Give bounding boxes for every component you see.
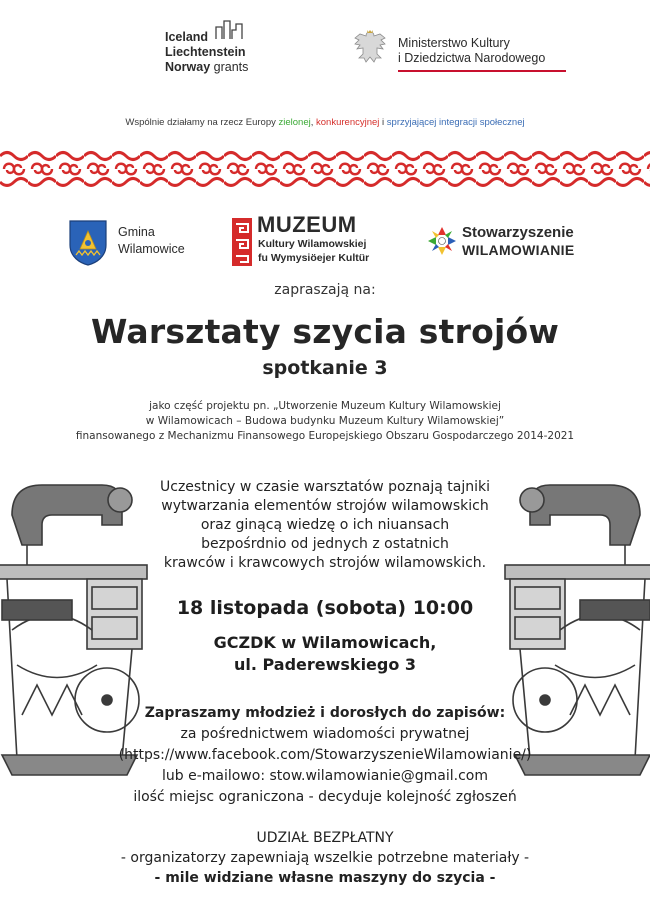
- association-name-2: WILAMOWIANIE: [462, 242, 575, 258]
- place-line-2: ul. Paderewskiego 3: [233, 655, 417, 674]
- gmina-crest-icon: [68, 219, 108, 267]
- association-flower-icon: [426, 225, 458, 257]
- free-line-3: - mile widziane własne maszyny do szycia -: [154, 870, 496, 886]
- project-info: [0, 399, 650, 444]
- ministry-line-2: i Dziedzictwa Narodowego: [398, 51, 546, 65]
- museum-pattern-icon: [232, 218, 252, 266]
- project-line-1: jako część projektu pn. „Utworzenie Muzeum Kultury Wilamowskiej: [149, 400, 501, 412]
- enroll-heading: Zapraszamy młodzież i dorosłych do zapisów:: [144, 705, 506, 721]
- slogan: Wspólnie działamy na rzecz Europy zielonej, konkurencyjnej i sprzyjającej integracji społecznej: [125, 117, 525, 128]
- gmina-line-1: Gmina: [118, 225, 155, 239]
- polish-eagle-icon: [352, 28, 388, 70]
- event-date: 18 listopada (sobota) 10:00: [176, 597, 474, 619]
- project-line-2: w Wilamowicach – Budowa budynku Muzeum Kultury Wilamowskiej”: [145, 415, 505, 427]
- gmina-name: [118, 224, 185, 258]
- grants-logo-icon: [215, 18, 245, 40]
- invite-text: zapraszają na:: [274, 282, 376, 298]
- description-line-4: bezpośrdnio od jednych z ostatnich: [201, 536, 449, 552]
- grants-line-1: Iceland: [165, 30, 209, 44]
- place-line-1: GCZDK w Wilamowicach,: [213, 633, 437, 652]
- association-name-1: Stowarzyszenie: [462, 224, 574, 241]
- project-line-3: finansowanego z Mechanizmu Finansowego Europejskiego Obszaru Gospodarczego 2014-2021: [75, 430, 575, 442]
- page-subtitle: spotkanie 3: [262, 357, 388, 379]
- description-line-2: wytwarzania elementów strojów wilamowskich: [161, 498, 489, 514]
- enroll-line-1: za pośrednictwem wiadomości prywatnej: [180, 726, 470, 742]
- grants-line-2: Liechtenstein: [165, 45, 246, 59]
- museum-title: MUZEUM: [257, 212, 357, 237]
- museum-subtitle-2: fu Wymysiöejer Kultür: [258, 252, 370, 264]
- description-line-1: Uczestnicy w czasie warsztatów poznają tajniki: [160, 479, 490, 495]
- free-line-2: - organizatorzy zapewniają wszelkie potrzebne materiały -: [120, 850, 530, 866]
- enroll-line-4: ilość miejsc ograniczona - decyduje kolejność zgłoszeń: [133, 789, 517, 805]
- decorative-folk-band: [0, 148, 650, 190]
- event-place: [0, 632, 650, 676]
- grants-line-3: Norway grants: [165, 60, 249, 74]
- email-contact[interactable]: lub e-mailowo: stow.wilamowianie@gmail.com: [161, 768, 488, 784]
- page-title: Warsztaty szycia strojów: [90, 312, 560, 351]
- gmina-line-2: Wilamowice: [118, 242, 185, 256]
- ministry-name: [398, 36, 545, 66]
- enrollment-info: [0, 703, 650, 808]
- ministry-underline: [398, 70, 566, 72]
- free-participation: [0, 828, 650, 888]
- description-line-5: krawców i krawcowych strojów wilamowskich.: [163, 555, 487, 571]
- facebook-link[interactable]: (https://www.facebook.com/StowarzyszenieWilamowianie/): [118, 747, 532, 763]
- workshop-description: [0, 478, 650, 573]
- free-line-1: UDZIAŁ BEZPŁATNY: [256, 830, 394, 846]
- museum-subtitle-1: Kultury Wilamowskiej: [258, 238, 367, 250]
- description-line-3: oraz ginącą wiedzę o ich niuansach: [200, 517, 450, 533]
- ministry-line-1: Ministerstwo Kultury: [398, 36, 510, 50]
